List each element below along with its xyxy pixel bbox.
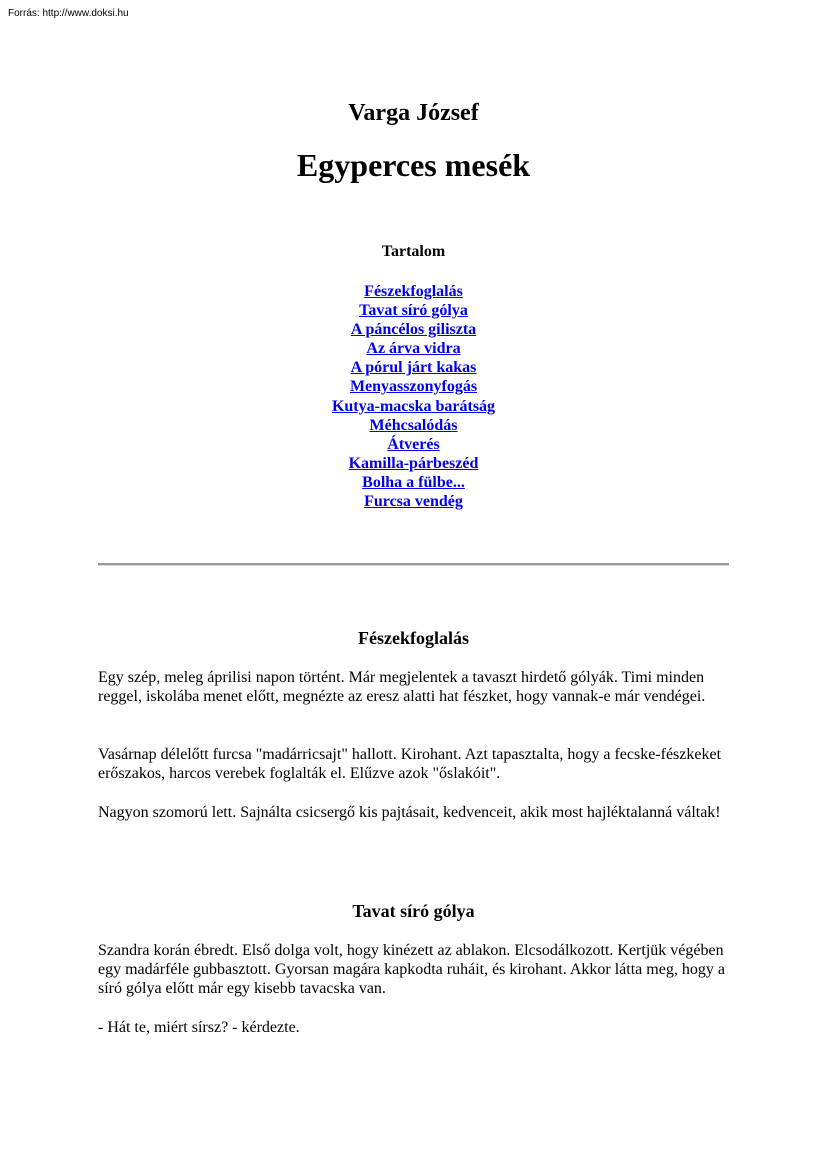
table-of-contents (0, 282, 827, 511)
toc-item (0, 454, 827, 473)
toc-item (0, 416, 827, 435)
toc-item (0, 397, 827, 416)
toc-item (0, 435, 827, 454)
section-paragraph: Egy szép, meleg áprilisi napon történt. Már megjelentek a tavaszt hirdető gólyák. Timi minden reggel, iskolába menet előtt, megnézte az eresz alatti hat fészket, hogy vannak-e már vendégei. (98, 669, 706, 705)
toc-item (0, 320, 827, 339)
toc-link-furcsa-vendeg[interactable]: Furcsa vendég (364, 493, 463, 511)
source-note: Forrás: http://www.doksi.hu (8, 8, 129, 19)
section-paragraph: Nagyon szomorú lett. Sajnálta csicsergő kis pajtásait, kedvenceit, akik most hajléktalanná váltak! (98, 804, 721, 821)
toc-link-menyasszonyfogas[interactable]: Menyasszonyfogás (349, 378, 478, 396)
toc-item (0, 473, 827, 492)
section-paragraph: Vasárnap délelőtt furcsa "madárricsajt" hallott. Kirohant. Azt tapasztalta, hogy a fecske-fészkeket erőszakos, harcos verebek foglalták el. Elűzve azok "őslakóit". (98, 746, 722, 782)
toc-link-feszekfoglalas[interactable]: Fészekfoglalás (364, 283, 463, 300)
section-title-feszekfoglalas: Fészekfoglalás (358, 628, 469, 648)
toc-item (0, 282, 827, 301)
toc-item (0, 492, 827, 511)
toc-link-porul-jart-kakas[interactable]: A pórul járt kakas (350, 359, 477, 377)
toc-heading: Tartalom (381, 243, 446, 260)
toc-link-mehcsalodas[interactable]: Méhcsalódás (369, 416, 458, 434)
toc-link-arva-vidra[interactable]: Az árva vidra (366, 340, 461, 358)
toc-link-bolha-a-fulbe[interactable]: Bolha a fülbe... (362, 473, 465, 491)
toc-item (0, 377, 827, 396)
section-title-tavat-siro-golya: Tavat síró gólya (352, 901, 475, 921)
section-paragraph: Szandra korán ébredt. Első dolga volt, hogy kinézett az ablakon. Elcsodálkozott. Kertjük végében egy madárféle gubbasztott. Gyorsan magára kapkodta ruháit, és kirohant. Akkor látta meg, hogy a síró gólya előtt már egy kisebb tavacska van. (98, 942, 725, 997)
section-paragraph: - Hát te, miért sírsz? - kérdezte. (98, 1019, 300, 1036)
toc-link-atveres[interactable]: Átverés (387, 435, 440, 453)
toc-item (0, 358, 827, 377)
toc-link-pancelos-giliszta[interactable]: A páncélos giliszta (350, 321, 477, 339)
horizontal-divider (98, 563, 729, 566)
toc-link-tavat-siro-golya[interactable]: Tavat síró gólya (359, 302, 468, 320)
toc-item (0, 301, 827, 320)
author-name: Varga József (348, 100, 479, 126)
toc-link-kamilla-parbeszed[interactable]: Kamilla-párbeszéd (348, 454, 479, 472)
toc-item (0, 339, 827, 358)
toc-link-kutya-macska-baratsag[interactable]: Kutya-macska barátság (331, 397, 496, 415)
book-title: Egyperces mesék (296, 147, 531, 183)
